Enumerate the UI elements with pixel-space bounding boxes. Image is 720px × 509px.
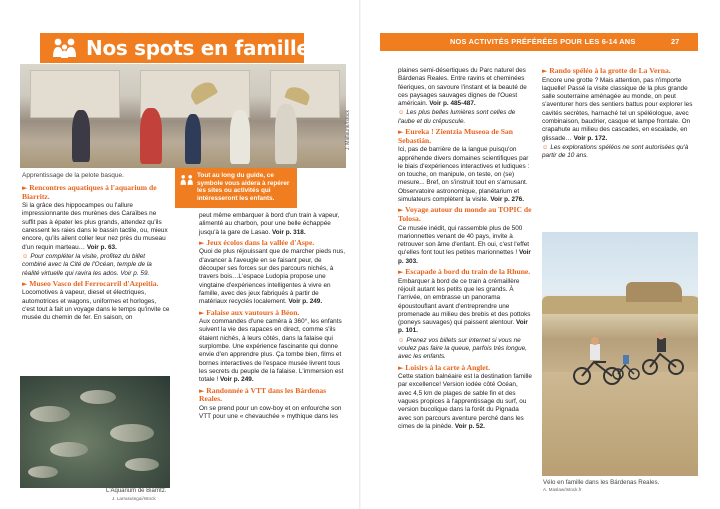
page-reference: Voir p. 249. [288, 298, 323, 306]
photo-credit: A. Maslaw/Istock.fr [543, 487, 582, 492]
family-icon [52, 37, 78, 59]
player-figure [185, 114, 201, 164]
fish [125, 458, 159, 471]
page-reference: Voir p. 276. [490, 196, 524, 204]
fish [30, 406, 70, 422]
tip-text: Les plus belles lumières sont celles de l'aube et du crépuscule. [398, 109, 516, 125]
tip-icon: ☺ [398, 109, 405, 117]
section-body: Aux commandes d'une caméra à 360°, les enfants suivent la vie des rapaces en direct, comme s'ils étaient nichés, à leurs côtés, dans la falaise qui surplombe. Une expérience fascinante qui donne envie d'en apprendre plus. Ça tombe bien, films et bornes interactives de l'espace musée livrent tous les secrets du peuple de la falaise. L'immersion est totale ! [199, 318, 344, 384]
photo-aquarium [20, 376, 170, 488]
section-heading: Rencontres aquatiques à l'aquarium de Biarritz. [22, 183, 157, 201]
player-figure [140, 108, 162, 164]
section-title-banner [40, 33, 310, 63]
section-body: Ce musée inédit, qui rassemble plus de 500 marionnettes venant de 40 pays, invite à retrouver son âme d'enfant. Eh oui, c'est l'effet qu'elles font tout les petites marionnettes ! [398, 224, 530, 257]
fish [28, 466, 58, 478]
section-body: Encore une grotte ? Mais attention, pas n'importe laquelle! Passé la visite classique de la plus grande salle souterraine aménagée au monde, on peut s'aventurer hors des sentiers battus pour explorer les cavités secrètes, harnaché tel un spéléologue, avec combinaison, baudrier, casque et lampe frontale. On crapahute au milieu des cascades, en escalade, en glissade… [542, 76, 693, 142]
section-heading: Falaise aux vautours à Béon. [206, 307, 300, 317]
player-figure [230, 110, 250, 164]
cyclist-child [612, 352, 642, 380]
mesa-landform [626, 282, 682, 302]
section-body: Ici, pas de barrière de la langue puisqu'on appréhende divers domaines scientifiques par le biais d'expériences interactives et ludiques : on touche, on manipule, on teste, on (se) mesure... Bref, on s'instruit tout en s'amusant. Observatoire astronomique, planétarium et simulateurs complètent la visite. [398, 146, 530, 204]
section-body: peut même embarquer à bord d'un train à vapeur, alimenté au charbon, pour une belle échappée jusqu'à la gare de Lasao. [199, 212, 340, 236]
page-reference: Voir p. 63. [86, 243, 117, 251]
photo-bardenas-reales [542, 232, 698, 476]
section-body: Locomotives à vapeur, diesel et électriques, automotrices et wagons, uniformes et horloges, c'est tout à fait un voyage dans le temps qu'invite ce musée du chemin de fer. En saison, on [22, 289, 170, 322]
tip-text: Prenez vos billets sur internet si vous ne voulez pas faire la queue, parfois très longue, avec les enfants. [398, 336, 527, 361]
section-body: Cette station balnéaire est la destination famille par excellence! Version iodée côté Océan, avec 4,5 km de plages de sable fin et des vagues propices à l'apprentissage du surf, ou version bucolique dans la forêt du Pignada avec son parcours aventure perché dans les cimes de la pinède. [398, 373, 532, 430]
left-column-1: ► Rencontres aquatiques à l'aquarium de Biarritz. Si la grâce des hippocampes ou l'allure impressionnante des murènes des Caraïbes ne suffit pas à épater les plus grands, attendez qu'ils caressent les raies dans le bassin tactile, ou, mieux encore, qu'ils ailent coller leur nez près du museau d'un requin marteau… Voir p. 63. ☺ Pour compléter la visite, profitez du billet combiné avec la Cité de l'Océan, temple de la réalité virtuelle qui ravira les ados. Voir p. 59. ► Museo Vasco del Ferrocarril d'Azpeitia. Locomotives à vapeur, diesel et électriques, automotrices et wagons, uniformes et horloges, c'est tout à fait un voyage dans le temps qu'invite ce musée du chemin de fer. En saison, on [22, 183, 170, 322]
page-reference: Voir p. 249. [219, 376, 254, 384]
ground [542, 372, 698, 476]
photo-credit: J. Larrasutegui/Istock [112, 496, 156, 501]
section-heading: Randonnée à VTT dans les Bárdenas Reales. [199, 385, 327, 404]
section-heading: Escapade à bord du train de la Rhune. [405, 267, 531, 277]
page-reference: Voir p. 172. [573, 134, 608, 142]
section-body: Quoi de plus réjouissant que de marcher pieds nus, d'avancer à l'aveugle en se faisant peur, de découper ses forces sur des parcours nichés, à travers bois…L'espace Ludopia propose une vingtaine d'expériences intelligentes à vivre en famille, avec des jeux fabriqués à partir de matériaux recyclés localement. [199, 248, 346, 306]
player-figure [275, 104, 297, 164]
player-figure [72, 110, 90, 162]
page-gutter [359, 0, 361, 509]
tip-icon: ☺ [542, 143, 549, 151]
running-header: NOS ACTIVITÉS PRÉFÉRÉES POUR LES 6-14 ANS [450, 37, 636, 46]
cyclist-adult [640, 332, 690, 376]
section-body: On se prend pour un cow-boy et on enfourche son VTT pour une « chevauchée » mythique dans les [199, 404, 342, 421]
family-icon [180, 174, 194, 186]
tip-box-text: Tout au long du guide, ce symbole vous aidera à repérer les sites ou activités qui intéresseront les enfants. [197, 172, 290, 203]
page-reference: Voir p. 303. [398, 249, 531, 265]
section-body: Embarquer à bord de ce train à crémaillère réjouit autant les petits que les grands. À l'arrivée, on embrasse un panorama époustouflant avant d'entreprendre une promenade au milieu des brebis et des pottoks (poneys sauvages) qui paissent alentour. [398, 277, 531, 327]
page-title: Nos spots en famille [86, 36, 310, 60]
page-reference: Voir p. 101. [398, 319, 528, 335]
tip-box [175, 168, 297, 208]
photo-caption: Apprentissage de la pelote basque. [22, 172, 124, 179]
fish [110, 424, 154, 442]
photo-credit: J. Mallaurie/Istock [345, 109, 351, 150]
tip-text: Les explorations spéléos ne sont autorisées qu'à partir de 10 ans. [542, 143, 689, 160]
tip-icon: ☺ [398, 336, 405, 344]
page-number: 27 [671, 37, 680, 46]
tip-text: Pour compléter la visite, profitez du billet combiné avec la Cité de l'Océan, temple de la réalité virtuelle qui ravira les ados. Voir p. 59. [22, 252, 152, 277]
fish [80, 390, 116, 404]
page-reference: Voir p. 485-487. [429, 100, 476, 108]
section-body: plaines semi-désertiques du Parc naturel des Bárdenas Reales. Entre ravins et cheminées féeriques, on savoure l'instant et la beauté de ces paysages sauvages dignes de l'Ouest américain. [398, 67, 527, 108]
section-heading: Museo Vasco del Ferrocarril d'Azpeitia. [29, 278, 159, 288]
section-heading: Rando spéléo à la grotte de La Verna. [549, 66, 671, 75]
wall-panel [30, 70, 120, 118]
photo-caption: L'Aquarium de Biarritz. [106, 488, 167, 494]
photo-caption: Vélo en famille dans les Bárdenas Reales. [543, 479, 660, 486]
section-body: Si la grâce des hippocampes ou l'allure impressionnante des murènes des Caraïbes ne suffit pas à épater les plus grands, attendez qu'ils caressent les raies dans le bassin tactile, ou, mieux encore, qu'ils ailent coller leur nez près du museau d'un requin marteau… [22, 202, 168, 251]
section-heading: Eureka ! Zientzia Museoa de San Sebastián. [398, 127, 513, 145]
page-reference: Voir p. 318. [272, 228, 306, 236]
fish [50, 442, 88, 457]
right-column-2: ► Rando spéléo à la grotte de La Verna. Encore une grotte ? Mais attention, pas n'importe laquelle! Passé la visite classique de la plus grande salle souterraine aménagée au monde, on peut s'aventurer hors des sentiers battus pour explorer les cavités secrètes, harnaché tel un spéléologue, avec combinaison, baudrier, casque et lampe frontale. On crapahute au milieu des cascades, en escalade, en glissade… Voir p. 172. ☺ Les explorations spéléos ne sont autorisées qu'à partir de 10 ans. [542, 66, 693, 160]
left-column-2: peut même embarquer à bord d'un train à vapeur, alimenté au charbon, pour une belle échappée jusqu'à la gare de Lasao. Voir p. 318. ► Jeux écolos dans la vallée d'Aspe. Quoi de plus réjouissant que de marcher pieds nus, d'avancer à l'aveugle en se faisant peur, de découper ses forces sur des parcours nichés, à travers bois…L'espace Ludopia propose une vingtaine d'expériences intelligentes à vivre en famille, avec des jeux fabriqués à partir de matériaux recyclés localement. Voir p. 249. ► Falaise aux vautours à Béon. Aux commandes d'une caméra à 360°, les enfants suivent la vie des rapaces en direct, comme s'ils étaient nichés, à leurs côtés, dans la falaise qui surplombe. Une expérience fascinante qui donne envie d'en apprendre plus. Ça tombe bien, films et bornes interactives de l'espace musée livrent tous les secrets du peuple de la falaise. L'immersion est totale ! Voir p. 249. ► Randonnée à VTT dans les Bárdenas Reales. On se prend pour un cow-boy et on enfourche son VTT pour une « chevauchée » mythique dans les [199, 212, 346, 421]
right-column-1: plaines semi-désertiques du Parc naturel des Bárdenas Reales. Entre ravins et cheminées féeriques, on savoure l'instant et la beauté de ces paysages sauvages dignes de l'Ouest américain. Voir p. 485-487. ☺ Les plus belles lumières sont celles de l'aube et du crépuscule. ► Eureka ! Zientzia Museoa de San Sebastián. Ici, pas de barrière de la langue puisqu'on appréhende divers domaines scientifiques par le biais d'expériences interactives et ludiques : on touche, on manipule, on teste, on (se) mesure... Bref, on s'instruit tout en s'amusant. Observatoire astronomique, planétarium et simulateurs complètent la visite. Voir p. 276. ► Voyage autour du monde au TOPIC de Tolosa. Ce musée inédit, qui rassemble plus de 500 marionnettes venant de 40 pays, invite à retrouver son âme d'enfant. Eh oui, c'est l'effet qu'elles font tout les petites marionnettes ! Voir p. 303. ► Escapade à bord du train de la Rhune. Embarquer à bord de ce train à crémaillère réjouit autant les petits que les grands. À l'arrivée, on embrasse un panorama époustouflant avant d'entreprendre une promenade au milieu des brebis et des pottoks (poneys sauvages) qui paissent alentour. Voir p. 101. ☺ Prenez vos billets sur internet si vous ne voulez pas faire la queue, parfois très longue, avec les enfants. ► Loisirs à la carte à Anglet. Cette station balnéaire est la destination famille par excellence! Version iodée côté Océan, avec 4,5 km de plages de sable fin et des vagues propices à l'apprentissage du surf, ou version bucolique dans la forêt du Pignada avec son parcours aventure perché dans les cimes de la pinède. Voir p. 52. [398, 67, 532, 430]
tip-icon: ☺ [22, 252, 29, 260]
section-heading: Jeux écolos dans la vallée d'Aspe. [206, 237, 315, 247]
photo-pelote-basque [20, 64, 346, 168]
page-reference: Voir p. 52. [454, 422, 485, 430]
section-heading: Loisirs à la carte à Anglet. [405, 362, 491, 372]
section-heading: Voyage autour du monde au TOPIC de Tolosa. [398, 205, 532, 223]
